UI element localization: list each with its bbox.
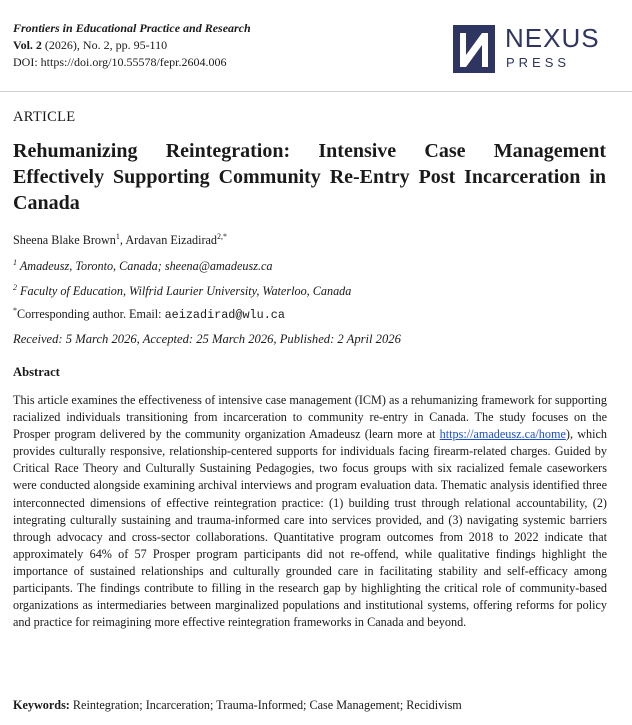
keywords-label: Keywords: — [13, 698, 70, 712]
affiliation-marker: 2 — [13, 282, 17, 292]
volume-issue — [13, 37, 251, 54]
article-title: Rehumanizing Reintegration: Intensive Case Management Effectively Supporting Community Re-Entry Post Incarceration in Canada — [13, 140, 606, 214]
publisher-sub: PRESS — [506, 55, 571, 70]
abstract-text — [13, 392, 607, 631]
author-name: Sheena Blake Brown — [13, 233, 116, 247]
affiliation — [13, 284, 351, 299]
journal-header — [13, 20, 251, 71]
journal-name: Frontiers in Educational Practice and Research — [13, 21, 251, 35]
issue-pages: (2026), No. 2, pp. 95-110 — [41, 38, 168, 52]
publication-dates: Received: 5 March 2026, Accepted: 25 March 2026, Published: 2 April 2026 — [13, 332, 401, 346]
article-type-label: ARTICLE — [13, 109, 76, 125]
abstract-heading: Abstract — [13, 365, 60, 379]
affiliation-text: Faculty of Education, Wilfrid Laurier University, Waterloo, Canada — [17, 284, 352, 298]
corresponding-email[interactable]: aeizadirad@wlu.ca — [164, 308, 285, 322]
volume-number: Vol. 2 — [13, 38, 42, 52]
nexus-logo-icon — [453, 25, 495, 73]
amadeusz-link[interactable]: https://amadeusz.ca/home — [439, 427, 566, 442]
publisher-logo — [453, 25, 609, 75]
affiliation-text: Amadeusz, Toronto, Canada; sheena@amadeusz.ca — [17, 259, 273, 273]
corresponding-label: Corresponding author. Email: — [17, 307, 165, 321]
corresponding-marker: * — [13, 305, 17, 315]
abstract-text-part: This article examines the effectiveness of intensive case management (ICM) as a rehumanizing framework for supporting racialized individuals transitioning from incarceration to community re-entry in Canada. The study focuses on the Prosper program delivered by the community organization Amadeusz (learn more at — [13, 393, 607, 442]
keywords — [13, 698, 462, 713]
affiliation-marker: 1 — [13, 257, 17, 267]
affiliation — [13, 259, 273, 274]
author-name: Ardavan Eizadirad — [125, 233, 218, 247]
abstract-text-part: ), which provides culturally responsive, relationship-centered supports for individuals facing firearm-related charges. Guided by Critical Race Theory and Culturally Sustaining Pedagogies, two focus groups with six racialized female caseworkers were conducted alongside examining archival interviews and program evaluation data. Thematic analysis identified three interconnected dimensions of effective reintegration practice: (1) building trust through relational accountability, (2) integrating culturally sustaining and trauma-informed care into services provided, and (3) navigating systemic barriers through advocacy and cross-sector collaborations. Quantitative program outcomes from 2018 to 2022 indicate that approximately 64% of 57 Prosper program participants did not re-offend, while qualitative findings highlight the importance of sustained relationships and culturally grounded care in facilitating stability and self-efficacy among participants. The findings contribute to filling in the research gap by highlighting the critical role of community-based organizations as intermediaries between marginalized populations and institutional systems, offering reforms for policy and practice for reimagining more effective reintegration frameworks in Canada and beyond. — [13, 427, 608, 630]
author-separator: , — [119, 233, 126, 247]
keywords-list: Reintegration; Incarceration; Trauma-Informed; Case Management; Recidivism — [69, 698, 462, 712]
doi[interactable]: DOI: https://doi.org/10.55578/fepr.2604.006 — [13, 55, 227, 69]
corresponding-author — [13, 307, 285, 322]
header-divider — [0, 91, 632, 92]
author-affil-marker: 1 — [115, 231, 120, 241]
author-list — [13, 233, 227, 248]
author-affil-marker: 2,* — [217, 231, 228, 241]
publisher-name: NEXUS — [505, 23, 600, 53]
